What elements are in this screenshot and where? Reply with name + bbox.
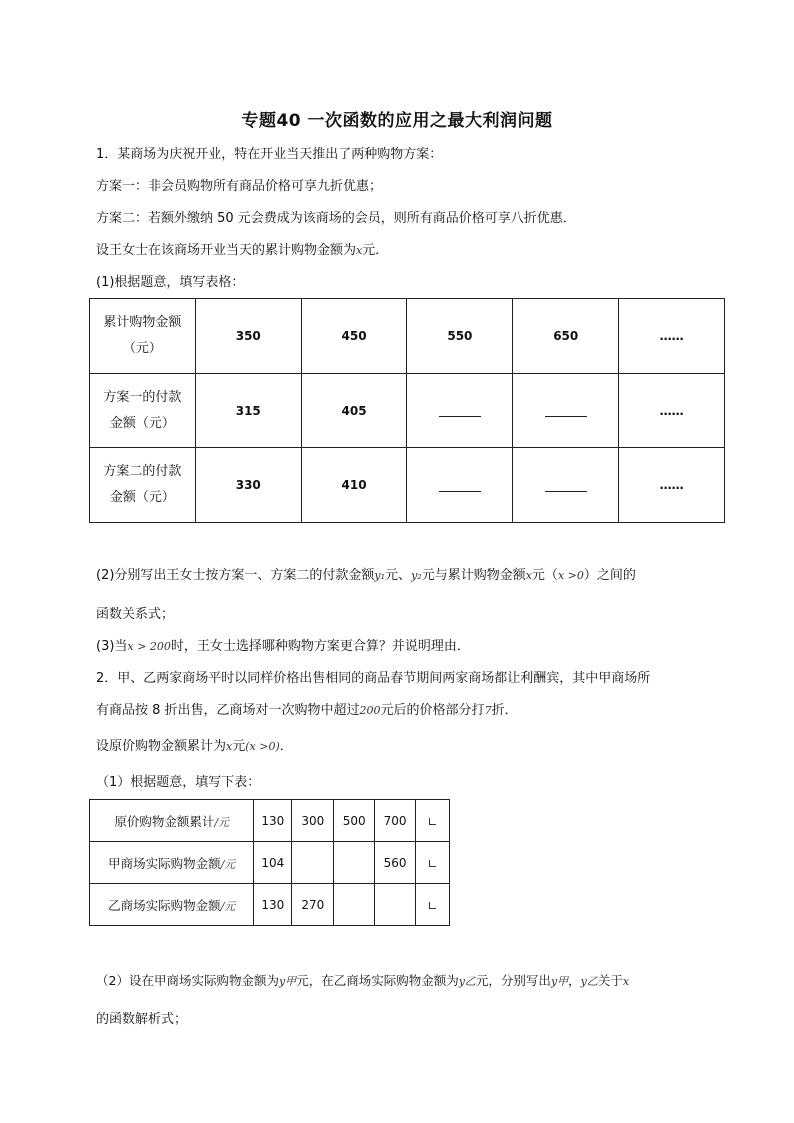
q2-cell: 700: [375, 800, 416, 842]
q2-cell-mark: [416, 842, 450, 884]
q2-cell: 270: [292, 884, 334, 926]
q1-table-row: [90, 448, 725, 523]
q2-cell: [375, 884, 416, 926]
q2-cell: 104: [254, 842, 292, 884]
q1-cell: 330: [195, 448, 301, 523]
q2-row-label: 乙商场实际购物金额/元: [90, 884, 254, 926]
corner-mark-icon: [429, 818, 436, 825]
q1-part3: (3)当x > 200时，王女士选择哪种购物方案更合算？并说明理由．: [96, 639, 470, 654]
q2-cell-mark: [416, 884, 450, 926]
q2-row-label: 原价购物金额累计/元: [90, 800, 254, 842]
q2-part1: （1）根据题意，填写下表：: [96, 775, 261, 790]
q1-cell-ellipsis: ……: [619, 448, 725, 523]
q2-table-row: [90, 884, 450, 926]
q1-part2: (2)分别写出王女士按方案一、方案二的付款金额y₁元、y₂元与累计购物金额x元（x >0）之间的: [96, 568, 636, 583]
q2-cell: 500: [334, 800, 375, 842]
q2-cell-mark: [416, 800, 450, 842]
answer-blank: [545, 404, 587, 417]
q2-cell: 130: [254, 884, 292, 926]
q1-plan2: 方案二：若额外缴纳 50 元会费成为该商场的会员，则所有商品价格可享八折优惠．: [96, 211, 576, 226]
q2-table: [89, 799, 450, 926]
corner-mark-icon: [429, 860, 436, 867]
q1-cell-blank: [513, 448, 619, 523]
q2-row-label: 甲商场实际购物金额/元: [90, 842, 254, 884]
q2-intro-line2: 有商品按 8 折出售，乙商场对一次购物中超过200元后的价格部分打7折．: [96, 703, 518, 718]
q1-plan1: 方案一：非会员购物所有商品价格可享九折优惠；: [96, 179, 383, 194]
var-x: x: [356, 244, 363, 257]
q2-table-row: [90, 842, 450, 884]
q1-cell-blank: [513, 374, 619, 448]
q1-cell: 315: [195, 374, 301, 448]
q1-cell: 550: [407, 299, 513, 374]
q1-cell-blank: [407, 448, 513, 523]
q1-cell: 405: [301, 374, 407, 448]
q1-cell: 650: [513, 299, 619, 374]
q1-cell: 350: [195, 299, 301, 374]
q1-row-label: 方案一的付款 金额（元）: [90, 374, 196, 448]
q1-table: [89, 298, 725, 523]
q1-part1: (1)根据题意，填写表格：: [96, 275, 245, 290]
q1-cell-blank: [407, 374, 513, 448]
q2-part2: （2）设在甲商场实际购物金额为y甲元，在乙商场实际购物金额为y乙元，分别写出y甲，y乙关于x: [96, 973, 630, 988]
answer-blank: [439, 479, 481, 492]
q1-part2-line2: 函数关系式；: [96, 607, 175, 622]
q2-cell: [334, 842, 375, 884]
answer-blank: [439, 404, 481, 417]
q2-setup: 设原价购物金额累计为x元(x >0)．: [96, 739, 293, 754]
q2-table-row: [90, 800, 450, 842]
q1-cell: 450: [301, 299, 407, 374]
answer-blank: [545, 479, 587, 492]
q1-table-row: [90, 299, 725, 374]
q1-cell-ellipsis: ……: [619, 299, 725, 374]
q2-cell: 130: [254, 800, 292, 842]
corner-mark-icon: [429, 902, 436, 909]
q2-cell: [334, 884, 375, 926]
q2-cell: 300: [292, 800, 334, 842]
q1-intro: 1．某商场为庆祝开业，特在开业当天推出了两种购物方案：: [96, 147, 443, 162]
q2-part2-line2: 的函数解析式；: [96, 1012, 188, 1027]
q1-setup: 设王女士在该商场开业当天的累计购物金额为x元．: [96, 243, 389, 258]
q1-cell: 410: [301, 448, 407, 523]
page-title: 专题40 一次函数的应用之最大利润问题: [241, 111, 553, 131]
q2-cell: 560: [375, 842, 416, 884]
q1-cell-ellipsis: ……: [619, 374, 725, 448]
q2-cell: [292, 842, 334, 884]
q1-row-label: 方案二的付款 金额（元）: [90, 448, 196, 523]
q1-table-row: [90, 374, 725, 448]
q2-intro-line1: 2．甲、乙两家商场平时以同样价格出售相同的商品春节期间两家商场都让利酬宾，其中甲商场所: [96, 671, 651, 686]
q1-row-label: 累计购物金额 （元）: [90, 299, 196, 374]
